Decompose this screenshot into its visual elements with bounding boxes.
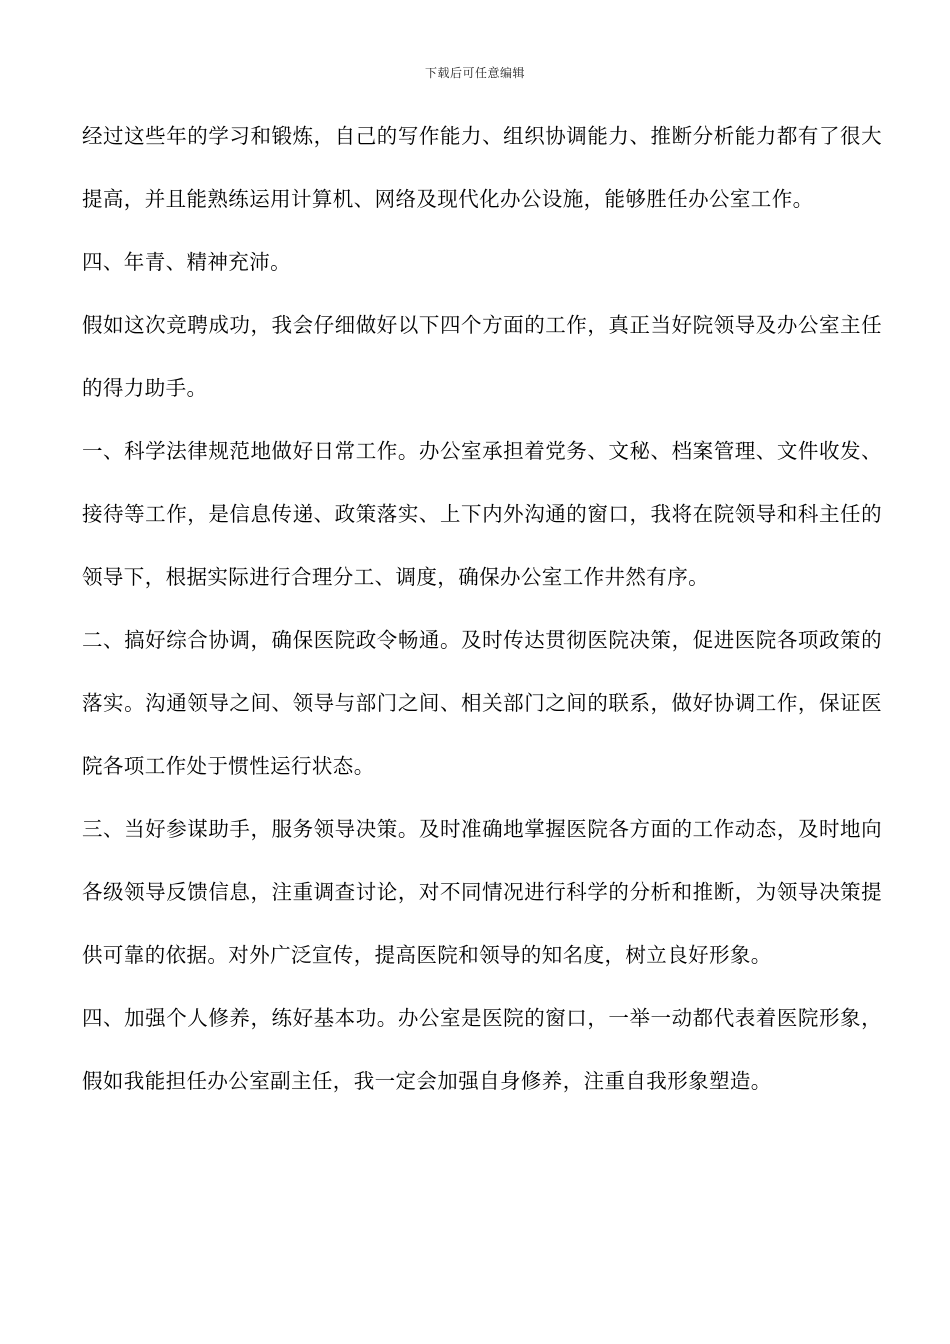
paragraph-plan-one: 一、科学法律规范地做好日常工作。办公室承担着党务、文秘、档案管理、文件收发、接待等工作，是信息传递、政策落实、上下内外沟通的窗口，我将在院领导和科主任的领导下，根据实际进行合理分工、调度，确保办公室工作井然有序。 xyxy=(82,439,882,589)
paragraph-point-four-youth: 四、年青、精神充沛。 xyxy=(82,250,291,274)
paragraph-intro-plan: 假如这次竞聘成功，我会仔细做好以下四个方面的工作，真正当好院领导及办公室主任的得力助手。 xyxy=(82,313,882,400)
document-body xyxy=(82,105,882,1113)
paragraph-plan-four: 四、加强个人修养，练好基本功。办公室是医院的窗口，一举一动都代表着医院形象，假如我能担任办公室副主任，我一定会加强自身修养，注重自我形象塑造。 xyxy=(82,1006,882,1093)
page-header: 下载后可任意编辑 xyxy=(424,66,525,80)
paragraph-plan-three: 三、当好参谋助手，服务领导决策。及时准确地掌握医院各方面的工作动态，及时地向各级领导反馈信息，注重调查讨论，对不同情况进行科学的分析和推断，为领导决策提供可靠的依据。对外广泛宣传，提高医院和领导的知名度，树立良好形象。 xyxy=(82,817,882,967)
paragraph-plan-two: 二、搞好综合协调，确保医院政令畅通。及时传达贯彻医院决策，促进医院各项政策的落实。沟通领导之间、领导与部门之间、相关部门之间的联系，做好协调工作，保证医院各项工作处于惯性运行状态。 xyxy=(82,628,882,778)
paragraph-experience: 经过这些年的学习和锻炼，自己的写作能力、组织协调能力、推断分析能力都有了很大提高，并且能熟练运用计算机、网络及现代化办公设施，能够胜任办公室工作。 xyxy=(82,124,882,211)
